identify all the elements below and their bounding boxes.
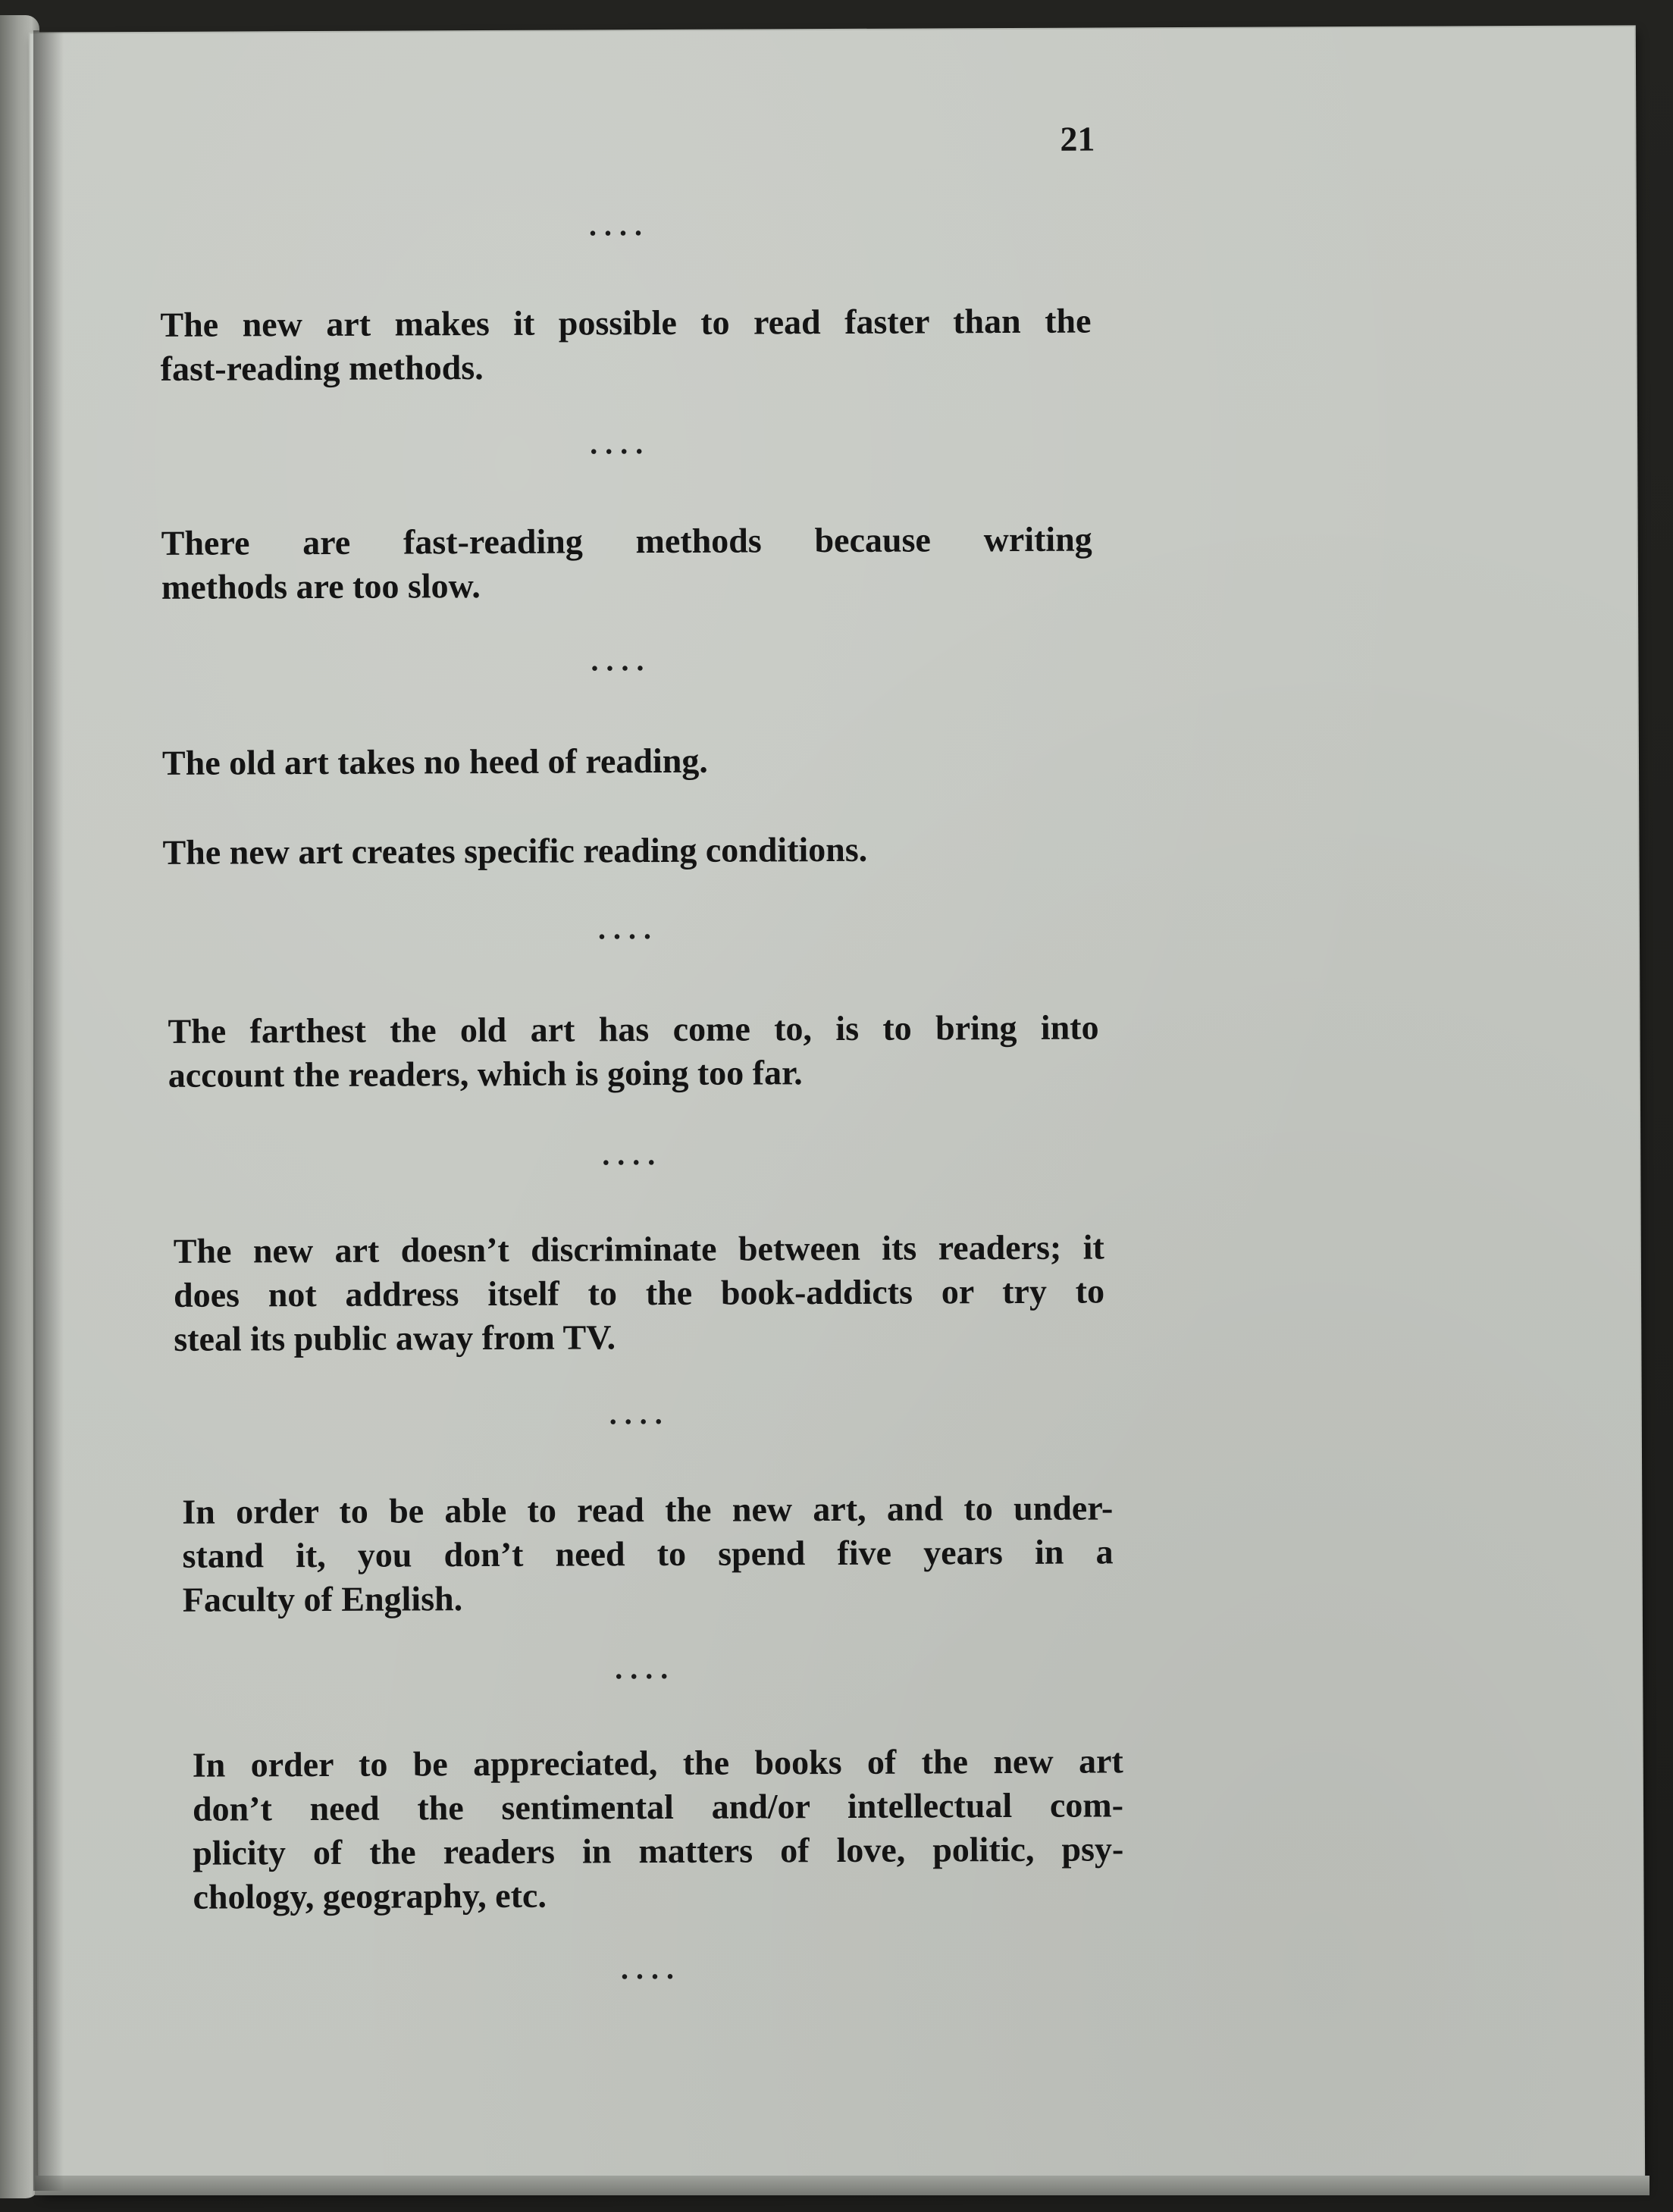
paragraph-line: steal its public away from TV. [174,1317,616,1358]
section-separator: .... [615,1650,676,1686]
paragraph-1 [160,299,1091,391]
paragraph-line: The new art doesn’t discriminate between its readers; it [173,1227,1104,1270]
paragraph-line: chology, geography, etc. [193,1875,547,1916]
section-separator: .... [590,426,651,461]
paragraph-line: account the readers, which is going too far. [168,1053,803,1095]
paragraph-line: The farthest the old art has come to, is to bring into [168,1007,1099,1051]
paragraph-line: methods are too slow. [161,566,481,606]
section-separator: .... [597,911,659,946]
paragraph-line: In order to be able to read the new art, and to under- [182,1488,1114,1531]
page-stack-edge [35,2176,1650,2195]
gutter-shadow [33,30,64,2191]
section-separator: .... [620,1950,682,1986]
page-number: 21 [1060,119,1095,158]
paragraph-line: fast-reading methods. [160,348,484,388]
section-separator: .... [602,1137,663,1172]
paragraph-3 [162,738,1093,785]
paragraph-7 [182,1486,1114,1621]
paragraph-line: There are fast-reading methods because writing [161,519,1092,562]
paragraph-line: The old art takes no heed of reading. [161,741,708,782]
section-separator: .... [609,1396,670,1431]
paragraph-line: Faculty of English. [182,1579,463,1619]
paragraph-6 [174,1225,1105,1361]
paragraph-line: stand it, you don’t need to spend five years in a [182,1532,1114,1575]
paragraph-4 [162,827,1093,875]
paragraph-5 [168,1005,1098,1097]
paragraph-line: does not address itself to the book-addicts or try to [173,1271,1105,1314]
paragraph-8 [193,1739,1124,1919]
paragraph-line: The new art creates specific reading conditions. [162,829,868,872]
section-separator: .... [591,643,652,678]
paragraph-line: In order to be appreciated, the books of the new art [192,1741,1123,1784]
section-separator: .... [588,208,650,243]
paragraph-line: plicity of the readers in matters of love, politic, psy- [193,1829,1124,1872]
paragraph-2 [161,518,1092,609]
paragraph-line: don’t need the sentimental and/or intellectual com- [192,1785,1124,1828]
paragraph-line: The new art makes it possible to read faster than the [160,301,1092,344]
book-page [30,27,1643,2192]
